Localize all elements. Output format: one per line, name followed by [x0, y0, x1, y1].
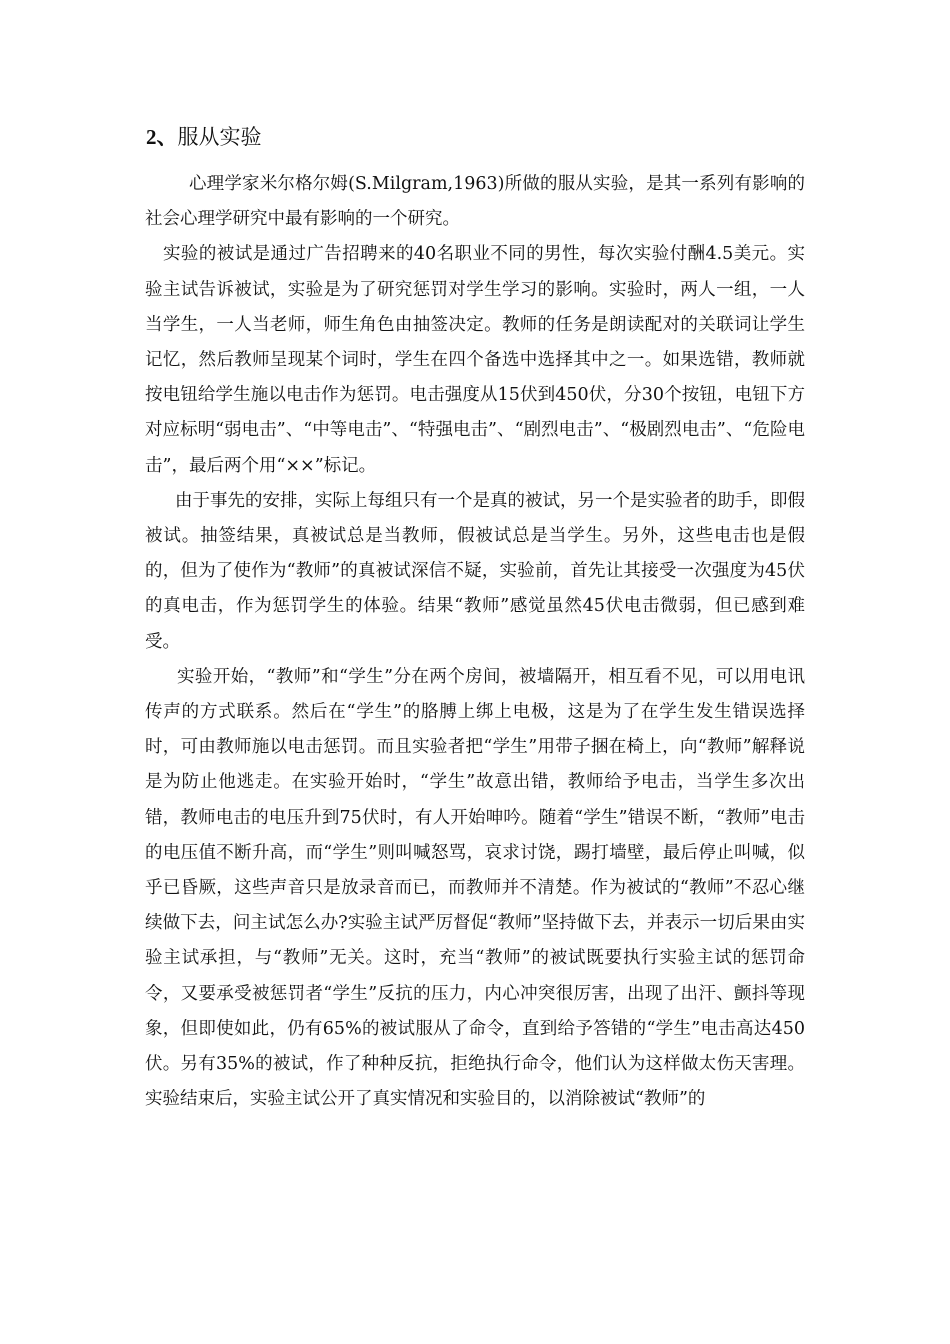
paragraph-arrangement: 由于事先的安排，实际上每组只有一个是真的被试，另一个是实验者的助手，即假被试。抽签结果，真被试总是当教师，假被试总是当学生。另外，这些电击也是假的，但为了使作为“教师”的真被试深信不疑，实验前，首先让其接受一次强度为45伏的真电击，作为惩罚学生的体验。结果“教师”感觉虽然45伏电击微弱，但已感到难受。 [145, 490, 805, 652]
section-heading [146, 122, 262, 152]
section-number: 2、 [146, 125, 178, 149]
paragraph-intro: 心理学家米尔格尔姆(S.Milgram,1963)所做的服从实验，是其一系列有影响的社会心理学研究中最有影响的一个研究。 [145, 174, 805, 230]
section-title-text: 服从实验 [177, 125, 262, 149]
paragraph-procedure: 实验开始，“教师”和“学生”分在两个房间，被墙隔开，相互看不见，可以用电讯传声的方式联系。然后在“学生”的胳膊上绑上电极，这是为了在学生发生错误选择时，可由教师施以电击惩罚。而且实验者把“学生”用带子捆在椅上，向“教师”解释说是为防止他逃走。在实验开始时，“学生”故意出错，教师给予电击，当学生多次出错，教师电击的电压升到75伏时，有人开始呻吟。随着“学生”错误不断，“教师”电击的电压值不断升高，而“学生”则叫喊怒骂，哀求讨饶，踢打墙壁，最后停止叫喊，似乎已昏厥，这些声音只是放录音而已，而教师并不清楚。作为被试的“教师”不忍心继续做下去，问主试怎么办?实验主试严厉督促“教师”坚持做下去，并表示一切后果由实验主试承担，与“教师”无关。这时，充当“教师”的被试既要执行实验主试的惩罚命令，又要承受被惩罚者“学生”反抗的压力，内心冲突很厉害，出现了出汗、颤抖等现象，但即使如此，仍有65%的被试服从了命令，直到给予答错的“学生”电击高达450伏。另有35%的被试，作了种种反抗，拒绝执行命令，他们认为这样做太伤天害理。实验结束后，实验主试公开了真实情况和实验目的，以消除被试“教师”的 [145, 666, 805, 1110]
paragraph-subjects: 实验的被试是通过广告招聘来的40名职业不同的男性，每次实验付酬4.5美元。实验主试告诉被试，实验是为了研究惩罚对学生学习的影响。实验时，两人一组，一人当学生，一人当老师，师生角色由抽签决定。教师的任务是朗读配对的关联词让学生记忆，然后教师呈现某个词时，学生在四个备选中选择其中之一。如果选错，教师就按电钮给学生施以电击作为惩罚。电击强度从15伏到450伏，分30个按钮，电钮下方对应标明“弱电击”、“中等电击”、“特强电击”、“剧烈电击”、“极剧烈电击”、“危险电击”，最后两个用“××”标记。 [145, 244, 805, 476]
body-text [145, 167, 805, 1117]
